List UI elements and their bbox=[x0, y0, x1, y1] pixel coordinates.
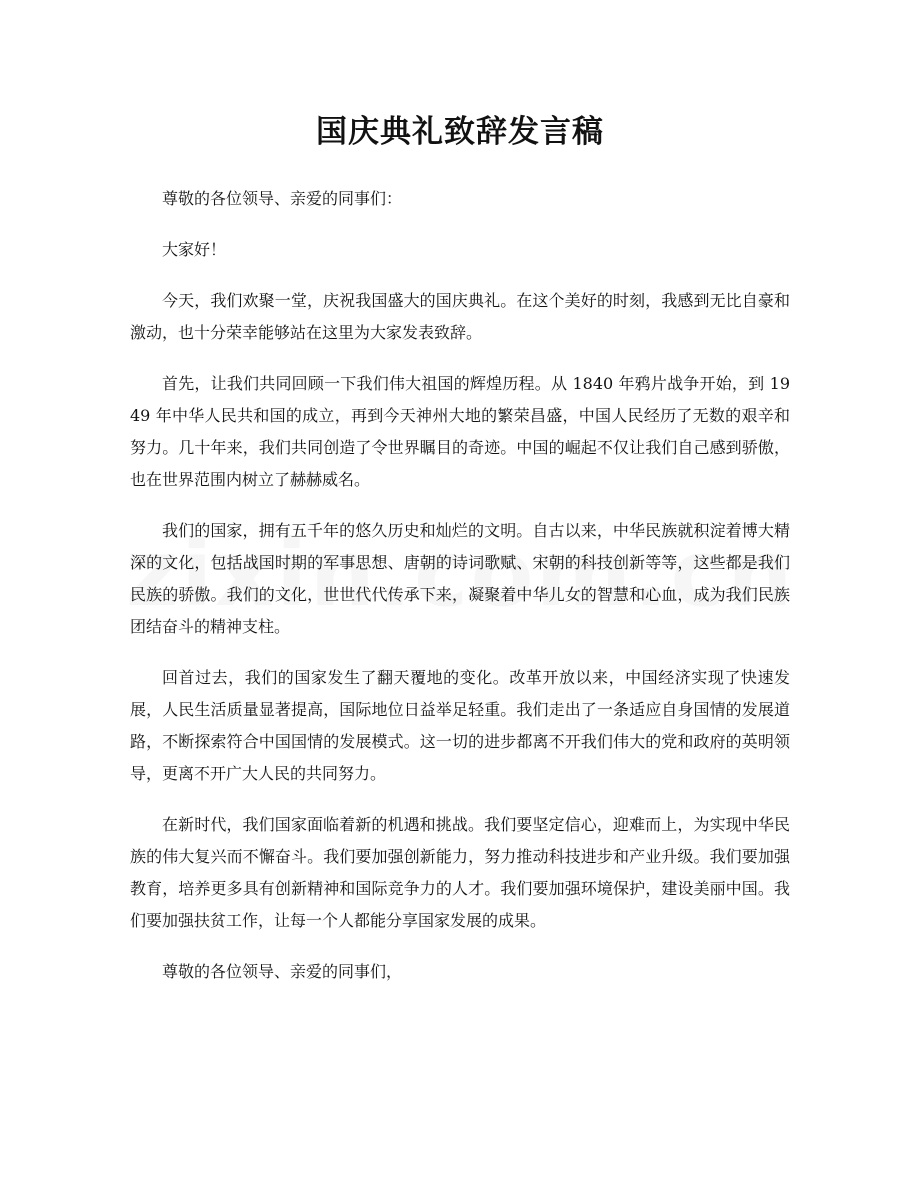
paragraph-closing-salutation: 尊敬的各位领导、亲爱的同事们， bbox=[162, 962, 403, 981]
paragraph-greeting: 大家好！ bbox=[162, 240, 227, 259]
paragraph-reform: 回首过去，我们的国家发生了翻天覆地的变化。改革开放以来，中国经济实现了快速发展，人民生活质量显著提高，国际地位日益举足轻重。我们走出了一条适应自身国情的发展道路，不断探索符合中国国情的发展模式。这一切的进步都离不开我们伟大的党和政府的英明领导，更离不开广大人民的共同努力。 bbox=[130, 668, 790, 783]
paragraph-opening: 今天，我们欢聚一堂，庆祝我国盛大的国庆典礼。在这个美好的时刻，我感到无比自豪和激动，也十分荣幸能够站在这里为大家发表致辞。 bbox=[130, 291, 790, 342]
paragraph-new-era: 在新时代，我们国家面临着新的机遇和挑战。我们要坚定信心，迎难而上，为实现中华民族的伟大复兴而不懈奋斗。我们要加强创新能力，努力推动科技进步和产业升级。我们要加强教育，培养更多具有创新精神和国际竞争力的人才。我们要加强环境保护，建设美丽中国。我们要加强扶贫工作，让每一个人都能分享国家发展的成果。 bbox=[130, 815, 790, 930]
document-title: 国庆典礼致辞发言稿 bbox=[316, 114, 604, 150]
paragraph-history: 首先，让我们共同回顾一下我们伟大祖国的辉煌历程。从 1840 年鸦片战争开始，到 1949 年中华人民共和国的成立，再到今天神州大地的繁荣昌盛，中国人民经历了无数的艰辛和努力。几十年来，我们共同创造了令世界瞩目的奇迹。中国的崛起不仅让我们自己感到骄傲，也在世界范围内树立了赫赫威名。 bbox=[130, 374, 790, 489]
document-body bbox=[130, 183, 790, 1007]
paragraph-salutation: 尊敬的各位领导、亲爱的同事们： bbox=[162, 189, 403, 208]
paragraph-culture: 我们的国家，拥有五千年的悠久历史和灿烂的文明。自古以来，中华民族就积淀着博大精深的文化，包括战国时期的军事思想、唐朝的诗词歌赋、宋朝的科技创新等等，这些都是我们民族的骄傲。我们的文化，世世代代传承下来，凝聚着中华儿女的智慧和心血，成为我们民族团结奋斗的精神支柱。 bbox=[130, 521, 790, 636]
